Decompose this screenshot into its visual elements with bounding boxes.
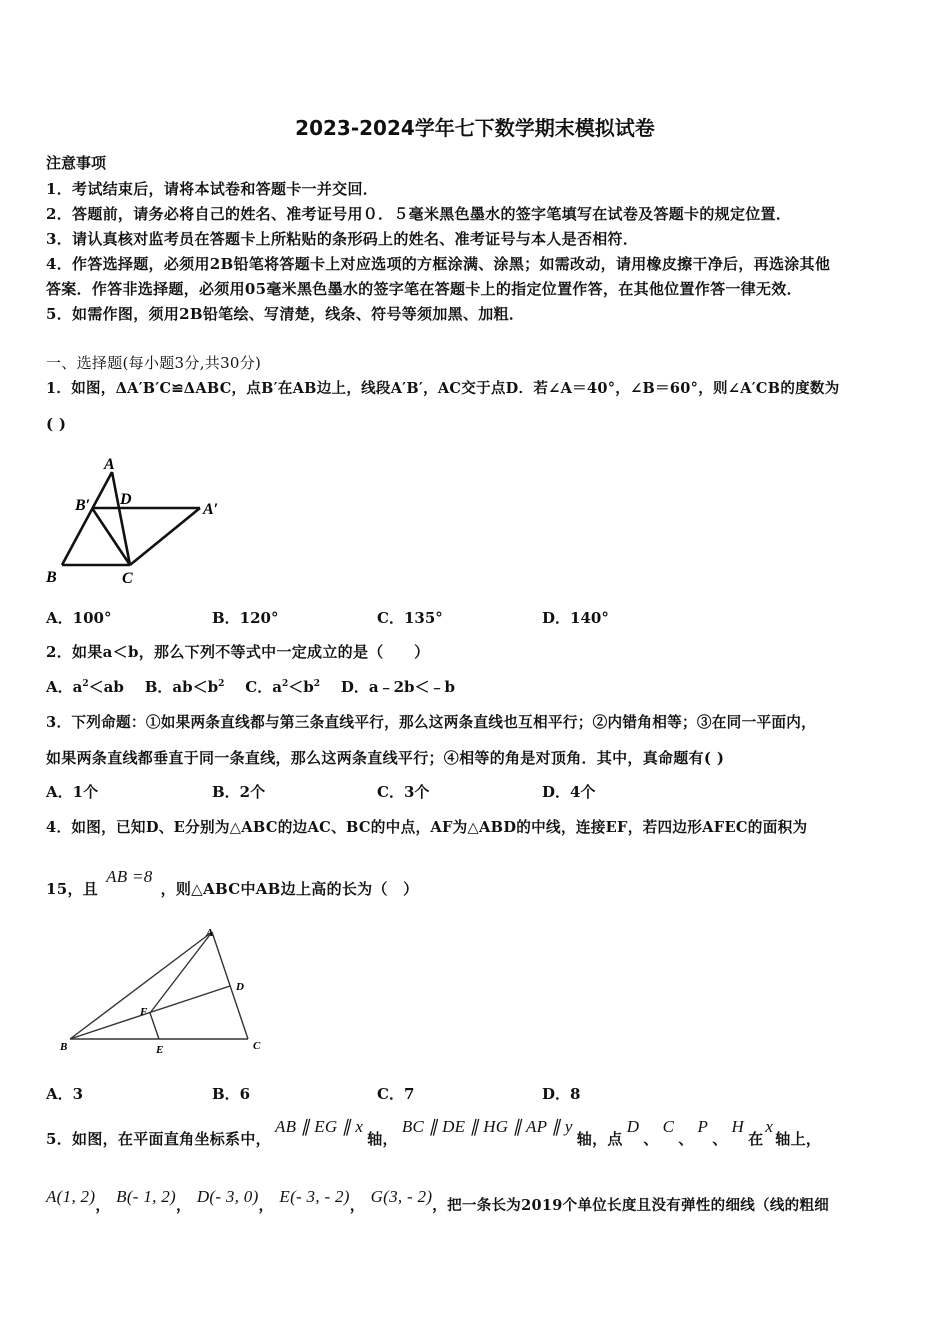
q5-point-h: H [731, 1117, 745, 1136]
q4-text-line1: 4．如图，已知D、E分别为△ABC的边AC、BC的中点，AF为△ABD的中线，连接EF，若四边形AFEC的面积为 [46, 819, 808, 836]
note-item-5: 5．如需作图，须用2B铅笔绘、写清楚，线条、符号等须加黑、加粗． [46, 305, 525, 323]
q3-option-d[interactable]: D．4个 [542, 783, 596, 801]
q3-option-c[interactable]: C．3个 [377, 783, 430, 801]
note-item-4: 4．作答选择题，必须用2B铅笔将答题卡上对应选项的方框涂满、涂黑；如需改动，请用橡皮擦干净后，再选涂其他 [46, 255, 831, 273]
q5-point-p: P [697, 1117, 709, 1136]
q2-text: 2．如果a＜b，那么下列不等式中一定成立的是（ ） [46, 643, 430, 661]
notes-heading: 注意事项 [46, 154, 107, 172]
page-title: 2023-2024学年七下数学期末模拟试卷 [295, 116, 655, 140]
q4-label-d: D [236, 981, 244, 993]
section-heading: 一、选择题(每小题3分,共30分) [46, 354, 262, 372]
q1-figure [40, 452, 240, 592]
q1-label-a1: A′ [203, 501, 219, 518]
q4-label-e: E [156, 1044, 164, 1056]
q1-paren: ( ) [46, 415, 67, 433]
q3-text-line2: 如果两条直线都垂直于同一条直线，那么这两条直线平行；④相等的角是对顶角．其中，真命题有( ) [46, 749, 725, 767]
q5-text-line1: 5．如图，在平面直角坐标系中，AB ∥ EG ∥ x轴，BC ∥ DE ∥ HG ∥ AP ∥ y轴，点D、C、P、H在x轴上， [46, 1117, 822, 1148]
q4-label-f: F [140, 1006, 148, 1018]
note-item-4-cont: 答案．作答非选择题，必须用05毫米黑色墨水的签字笔在答题卡上的指定位置作答，在其他位置作答一律无效． [46, 280, 802, 298]
q1-label-b1: B′ [75, 497, 91, 514]
q5-formula-bc-de-y: BC ∥ DE ∥ HG ∥ AP ∥ y [401, 1117, 573, 1136]
q2-option-d[interactable]: D．a﹣2b＜﹣b [340, 678, 456, 696]
q1-label-b: B [46, 569, 57, 586]
q4-text-line2: 15，且AB =8，则△ABC中AB边上高的长为（ ） [46, 867, 419, 898]
q1-edge-ab [62, 472, 112, 565]
note-item-2: 2．答题前，请务必将自己的姓名、准考证号用０．５毫米黑色墨水的签字笔填写在试卷及答题卡的规定位置． [46, 205, 792, 223]
q4-label-c: C [253, 1040, 261, 1052]
q4-label-a: A [206, 927, 214, 939]
q1-label-d: D [120, 491, 132, 508]
q2-option-c[interactable]: C．$a^2<b^2$ [245, 678, 320, 696]
q1-option-d[interactable]: D．140° [542, 609, 609, 627]
note-item-3: 3．请认真核对监考员在答题卡上所粘贴的条形码上的姓名、准考证号与本人是否相符． [46, 230, 639, 248]
q5-text-line2: A(1, 2)， B(- 1, 2)， D(- 3, 0)， E(- 3, - 2)， G(3, - 2)，把一条长为2019个单位长度且没有弹性的细线（线的粗细 [46, 1187, 830, 1214]
q5-coord-e: E(- 3, - 2) [279, 1187, 350, 1206]
q4-edge-fe [150, 1013, 159, 1039]
q5-formula-ab-eg-x: AB ∥ EG ∥ x [274, 1117, 364, 1136]
q4-option-d[interactable]: D．8 [542, 1085, 581, 1103]
q2-options [46, 676, 455, 697]
q1-option-c[interactable]: C．135° [377, 609, 443, 627]
q4-option-a[interactable]: A．3 [46, 1085, 84, 1103]
q5-coord-a: A(1, 2) [46, 1187, 96, 1206]
q2-option-a[interactable]: A．$a^2<ab$ [46, 678, 124, 696]
q4-edge-ab [70, 932, 212, 1039]
q5-coord-g: G(3, - 2) [370, 1187, 433, 1206]
q4-option-b[interactable]: B．6 [212, 1085, 251, 1103]
note-item-1: 1．考试结束后，请将本试卷和答题卡一并交回． [46, 180, 379, 198]
q4-formula: AB =8 [106, 867, 153, 886]
q4-label-b: B [60, 1041, 68, 1053]
q1-edge-a1c [130, 508, 200, 565]
q1-label-c: C [122, 570, 133, 587]
q1-label-a: A [104, 456, 115, 473]
q4-figure [58, 922, 273, 1060]
q5-point-d: D [626, 1117, 640, 1136]
q5-axis-x: x [765, 1117, 774, 1136]
q2-option-b[interactable]: B．$ab<b^2$ [144, 678, 225, 696]
q1-text: 1．如图，ΔA′B′C≌ΔABC，点B′在AB边上，线段A′B′，AC交于点D．若∠A＝40°，∠B＝60°，则∠A′CB的度数为 [46, 380, 840, 397]
q5-coord-b: B(- 1, 2) [116, 1187, 176, 1206]
q3-option-b[interactable]: B．2个 [212, 783, 266, 801]
q3-text-line1: 3．下列命题：①如果两条直线都与第三条直线平行，那么这两条直线也互相平行；②内错角相等；③在同一平面内， [46, 714, 817, 731]
q3-option-a[interactable]: A．1个 [46, 783, 99, 801]
q5-point-c: C [662, 1117, 675, 1136]
q1-option-b[interactable]: B．120° [212, 609, 279, 627]
q1-option-a[interactable]: A．100° [46, 609, 112, 627]
q5-coord-d: D(- 3, 0) [196, 1187, 259, 1206]
q4-option-c[interactable]: C．7 [377, 1085, 415, 1103]
